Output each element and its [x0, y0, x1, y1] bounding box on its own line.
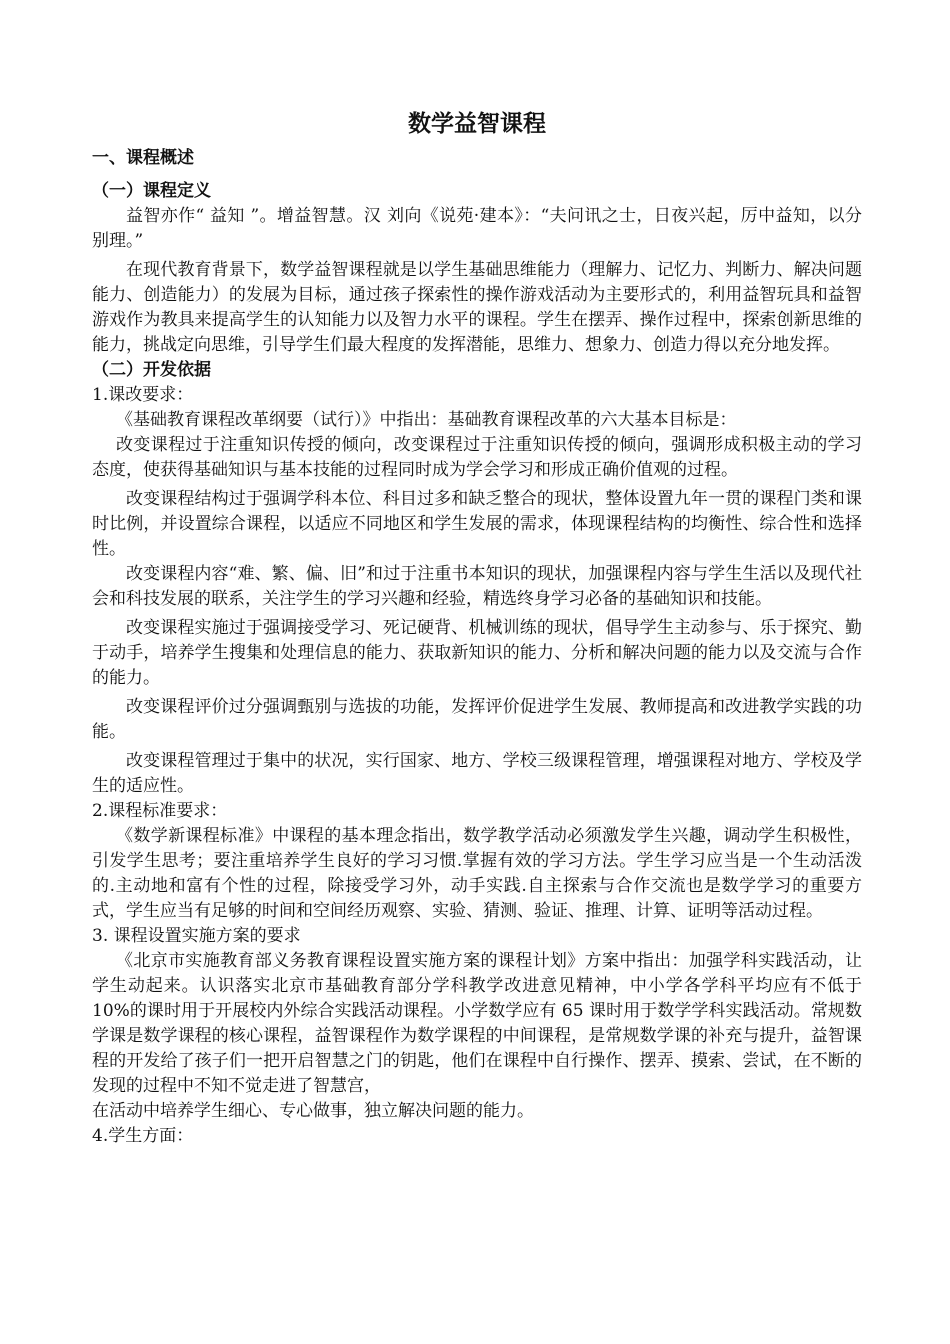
- reform-paragraph-5: 改变课程实施过于强调接受学习、死记硬背、机械训练的现状，倡导学生主动参与、乐于探究、勤于动手，培养学生搜集和处理信息的能力、获取新知识的能力、分析和解决问题的能力以及交流与合作的能力。: [92, 618, 862, 688]
- item-heading-students: 4.学生方面：: [92, 1126, 194, 1146]
- subsection-heading-basis: （二）开发依据: [92, 360, 211, 380]
- section-heading-overview: 一、课程概述: [92, 148, 194, 168]
- reform-paragraph-2: 改变课程过于注重知识传授的倾向，改变课程过于注重知识传授的倾向，强调形成积极主动的学习态度，使获得基础知识与基本技能的过程同时成为学会学习和形成正确价值观的过程。: [92, 435, 862, 480]
- document-title: 数学益智课程: [408, 111, 546, 137]
- definition-paragraph-1: 益智亦作“ 益知 ”。增益智慧。汉 刘向《说苑·建本》：“夫问讯之士，日夜兴起，厉中益知，以分别理。”: [92, 206, 862, 251]
- item-heading-standards: 2.课程标准要求：: [92, 801, 228, 821]
- item-heading-implementation: 3. 课程设置实施方案的要求: [92, 926, 301, 946]
- reform-paragraph-1: 《基础教育课程改革纲要（试行）》中指出：基础教育课程改革的六大基本目标是：: [116, 410, 737, 430]
- reform-paragraph-4: 改变课程内容“难、繁、偏、旧”和过于注重书本知识的现状，加强课程内容与学生生活以及现代社会和科技发展的联系，关注学生的学习兴趣和经验，精选终身学习必备的基础知识和技能。: [92, 564, 862, 609]
- reform-paragraph-7: 改变课程管理过于集中的状况，实行国家、地方、学校三级课程管理，增强课程对地方、学校及学生的适应性。: [92, 751, 862, 796]
- reform-paragraph-3: 改变课程结构过于强调学科本位、科目过多和缺乏整合的现状，整体设置九年一贯的课程门类和课时比例，并设置综合课程，以适应不同地区和学生发展的需求，体现课程结构的均衡性、综合性和选择性。: [92, 489, 862, 559]
- subsection-heading-definition: （一）课程定义: [92, 181, 211, 201]
- implementation-paragraph-2: 在活动中培养学生细心、专心做事，独立解决问题的能力。: [92, 1101, 534, 1121]
- standards-paragraph: 《数学新课程标准》中课程的基本理念指出，数学教学活动必须激发学生兴趣，调动学生积极性，引发学生思考；要注重培养学生良好的学习习惯.掌握有效的学习方法。学生学习应当是一个生动活泼的.主动地和富有个性的过程，除接受学习外，动手实践.自主探索与合作交流也是数学学习的重要方式，学生应当有足够的时间和空间经历观察、实验、猜测、验证、推理、计算、证明等活动过程。: [92, 826, 862, 921]
- reform-paragraph-6: 改变课程评价过分强调甄别与选拔的功能，发挥评价促进学生发展、教师提高和改进教学实践的功能。: [92, 697, 862, 742]
- definition-paragraph-2: 在现代教育背景下，数学益智课程就是以学生基础思维能力（理解力、记忆力、判断力、解决问题能力、创造能力）的发展为目标，通过孩子探索性的操作游戏活动为主要形式的，利用益智玩具和益智游戏作为教具来提高学生的认知能力以及智力水平的课程。学生在摆弄、操作过程中，探索创新思维的能力，挑战定向思维，引导学生们最大程度的发挥潜能，思维力、想象力、创造力得以充分地发挥。: [92, 260, 862, 355]
- item-heading-reform: 1.课改要求：: [92, 385, 194, 405]
- implementation-paragraph-1: 《北京市实施教育部义务教育课程设置实施方案的课程计划》方案中指出：加强学科实践活动，让学生动起来。认识落实北京市基础教育部分学科教学改进意见精神，中小学各学科平均应有不低于 10%的课时用于开展校内外综合实践活动课程。小学数学应有 65 课时用于数学学科实践活动。常规数学课是数学课程的核心课程，益智课程作为数学课程的中间课程，是常规数学课的补充与提升，益智课程的开发给了孩子们一把开启智慧之门的钥匙，他们在课程中自行操作、摆弄、摸索、尝试，在不断的发现的过程中不知不觉走进了智慧宫，: [92, 951, 862, 1096]
